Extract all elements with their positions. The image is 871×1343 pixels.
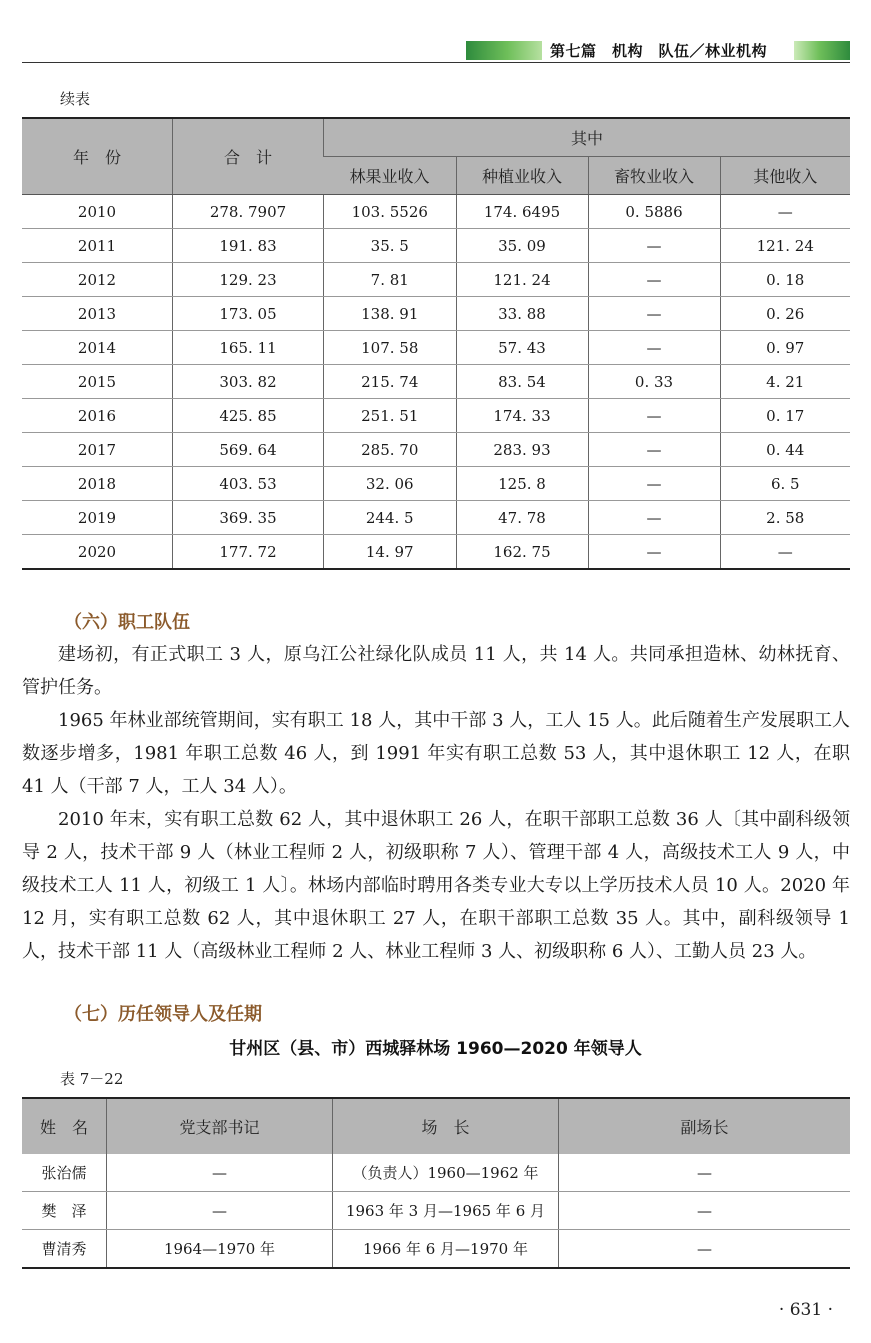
table-cell: 283. 93 xyxy=(456,433,588,467)
table-cell: 0. 26 xyxy=(720,297,850,331)
income-table xyxy=(22,117,850,570)
table-cell: （负责人）1960—1962 年 xyxy=(333,1154,559,1192)
table-cell: 569. 64 xyxy=(173,433,324,467)
table-cell: — xyxy=(720,535,850,570)
table-cell: 125. 8 xyxy=(456,467,588,501)
table-cell: — xyxy=(588,229,720,263)
table-cell: — xyxy=(107,1192,333,1230)
table-row xyxy=(22,263,850,297)
table-cell: 107. 58 xyxy=(324,331,457,365)
table-cell: 4. 21 xyxy=(720,365,850,399)
table-row xyxy=(22,1230,850,1269)
table-row xyxy=(22,1154,850,1192)
table-cell: 47. 78 xyxy=(456,501,588,535)
table-cell: 138. 91 xyxy=(324,297,457,331)
table-cell: 103. 5526 xyxy=(324,195,457,229)
table-cell: 35. 09 xyxy=(456,229,588,263)
header-party-secretary: 党支部书记 xyxy=(107,1098,333,1154)
table-cell: 215. 74 xyxy=(324,365,457,399)
continued-label: 续表 xyxy=(60,90,91,108)
table-row xyxy=(22,229,850,263)
table-row xyxy=(22,501,850,535)
table-cell: — xyxy=(559,1154,851,1192)
table-cell: 121. 24 xyxy=(456,263,588,297)
table-cell: 278. 7907 xyxy=(173,195,324,229)
table-cell: 129. 23 xyxy=(173,263,324,297)
table-cell: 7. 81 xyxy=(324,263,457,297)
header-total: 合 计 xyxy=(173,118,324,195)
table-cell: 2015 xyxy=(22,365,173,399)
table-row xyxy=(22,195,850,229)
table-cell: — xyxy=(588,433,720,467)
table-cell: 2012 xyxy=(22,263,173,297)
page-header xyxy=(22,40,850,63)
table-cell: — xyxy=(588,467,720,501)
header-planting: 种植业收入 xyxy=(456,157,588,195)
paragraph: 2010 年末，实有职工总数 62 人，其中退休职工 26 人，在职干部职工总数 36 人〔其中副科级领导 2 人，技术干部 9 人（林业工程师 2 人，初级职称 7 人）、管理干部 4 人，高级技术工人 9 人，中级技术工人 11 人，初级工 1 人〕。林场内部临时聘用各类专业大专以上学历技术人员 10 人。2020 年 12 月，实有职工总数 62 人，其中退休职工 27 人，在职干部职工总数 35 人。其中，副科级领导 1 人，技术干部 11 人（高级林业工程师 2 人、林业工程师 3 人、初级职称 6 人）、工勤人员 23 人。 xyxy=(22,809,850,962)
header-year: 年 份 xyxy=(22,118,173,195)
table-cell: 303. 82 xyxy=(173,365,324,399)
table-cell: — xyxy=(720,195,850,229)
table-cell: 0. 17 xyxy=(720,399,850,433)
table-cell: 2016 xyxy=(22,399,173,433)
table-row xyxy=(22,331,850,365)
table-row xyxy=(22,1192,850,1230)
table-cell: 165. 11 xyxy=(173,331,324,365)
table-row xyxy=(22,399,850,433)
table-cell: 2010 xyxy=(22,195,173,229)
table-cell: 162. 75 xyxy=(456,535,588,570)
table-cell: 403. 53 xyxy=(173,467,324,501)
paragraph: 建场初，有正式职工 3 人，原乌江公社绿化队成员 11 人，共 14 人。共同承担造林、幼林抚育、管护任务。 xyxy=(22,644,850,698)
header-name: 姓 名 xyxy=(22,1098,107,1154)
table-cell: 1964—1970 年 xyxy=(107,1230,333,1269)
table-cell: 83. 54 xyxy=(456,365,588,399)
header-decor-bar-right xyxy=(794,41,850,60)
table-row xyxy=(22,535,850,570)
table-cell: 樊 泽 xyxy=(22,1192,107,1230)
table-cell: — xyxy=(588,399,720,433)
table-cell: 2020 xyxy=(77,542,117,561)
table-cell: 0. 97 xyxy=(720,331,850,365)
table-cell: 121. 24 xyxy=(720,229,850,263)
table-cell: — xyxy=(588,297,720,331)
header-forest-fruit: 林果业收入 xyxy=(324,157,457,195)
table-cell: — xyxy=(588,331,720,365)
header-decor-bar-left xyxy=(466,41,542,60)
paragraph: 1965 年林业部统管期间，实有职工 18 人，其中干部 3 人，工人 15 人。此后随着生产发展职工人数逐步增多，1981 年职工总数 46 人，到 1991 年实有职工总数 53 人，其中退休职工 12 人，在职 41 人（干部 7 人，工人 34 人）。 xyxy=(22,710,850,797)
table-cell: 173. 05 xyxy=(173,297,324,331)
header-director: 场 长 xyxy=(333,1098,559,1154)
table-cell: 35. 5 xyxy=(324,229,457,263)
table-cell: 6. 5 xyxy=(720,467,850,501)
table-cell: 2017 xyxy=(22,433,173,467)
table-cell: 0. 33 xyxy=(588,365,720,399)
header-deputy-director: 副场长 xyxy=(559,1098,851,1154)
table-cell: 0. 18 xyxy=(720,263,850,297)
table-cell: — xyxy=(559,1230,851,1269)
section-heading-leaders: （七）历任领导人及任期 xyxy=(64,1004,262,1025)
table-cell: 2011 xyxy=(22,229,173,263)
table-cell: — xyxy=(588,501,720,535)
table-cell: 2014 xyxy=(22,331,173,365)
table-title: 甘州区（县、市）西城驿林场 1960—2020 年领导人 xyxy=(229,1039,642,1059)
header-other: 其他收入 xyxy=(720,157,850,195)
table-cell: 14. 97 xyxy=(324,535,457,570)
table-cell: 曹清秀 xyxy=(41,1240,87,1258)
table-cell: 425. 85 xyxy=(173,399,324,433)
table-cell: 191. 83 xyxy=(173,229,324,263)
table-row xyxy=(22,433,850,467)
table-cell: 57. 43 xyxy=(456,331,588,365)
table-row xyxy=(22,467,850,501)
header-group: 其中 xyxy=(324,118,851,157)
table-number: 表 7－22 xyxy=(60,1070,124,1088)
table-cell: 174. 33 xyxy=(456,399,588,433)
table-cell: 369. 35 xyxy=(173,501,324,535)
table-cell: 251. 51 xyxy=(324,399,457,433)
header-livestock: 畜牧业收入 xyxy=(588,157,720,195)
table-cell: 2013 xyxy=(22,297,173,331)
table-cell: 285. 70 xyxy=(324,433,457,467)
leaders-table xyxy=(22,1097,850,1269)
table-cell: 244. 5 xyxy=(324,501,457,535)
table-cell: 174. 6495 xyxy=(456,195,588,229)
table-cell: 2. 58 xyxy=(720,501,850,535)
table-cell: — xyxy=(559,1192,851,1230)
page-number: · 631 · xyxy=(778,1300,833,1320)
table-cell: — xyxy=(588,535,720,570)
table-cell: 32. 06 xyxy=(324,467,457,501)
table-cell: 1963 年 3 月—1965 年 6 月 xyxy=(333,1192,559,1230)
table-cell: 0. 44 xyxy=(720,433,850,467)
table-row xyxy=(22,297,850,331)
table-cell: — xyxy=(588,263,720,297)
section-heading-staff: （六）职工队伍 xyxy=(64,612,190,633)
table-cell: — xyxy=(107,1154,333,1192)
table-cell: 1966 年 6 月—1970 年 xyxy=(333,1230,559,1269)
table-cell: 2019 xyxy=(22,501,173,535)
header-title: 第七篇 机构 队伍／林业机构 xyxy=(550,42,768,60)
table-row xyxy=(22,365,850,399)
table-cell: 0. 5886 xyxy=(588,195,720,229)
table-cell: 2018 xyxy=(22,467,173,501)
table-cell: 33. 88 xyxy=(456,297,588,331)
table-cell: 177. 72 xyxy=(173,535,324,570)
table-cell: 张治儒 xyxy=(22,1154,107,1192)
